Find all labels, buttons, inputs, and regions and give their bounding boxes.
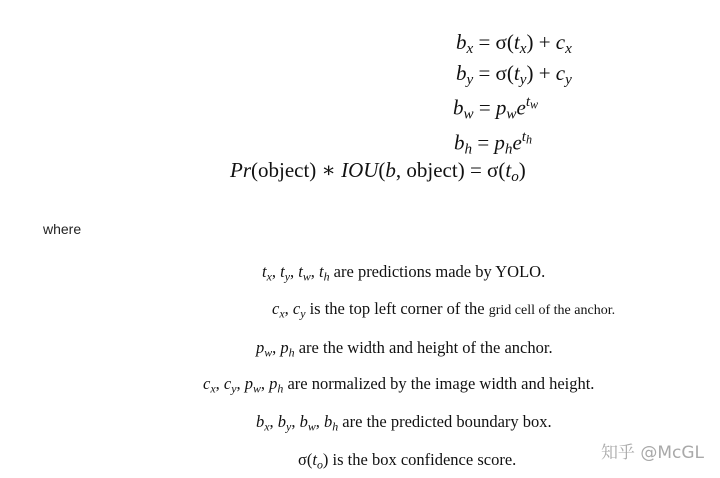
definition-b-text: are the predicted boundary box. <box>338 412 552 431</box>
definition-normalized: $c_x$, $c_y$, $p_w$, $p_h$ are normalized by the image width and height. <box>203 374 595 396</box>
definition-t-text: are predictions made by YOLO. <box>329 262 546 281</box>
definition-normalized-text: are normalized by the image width and height. <box>283 374 595 393</box>
definition-c-text-small: grid cell of the anchor. <box>488 303 616 318</box>
watermark: 知乎 @McGL <box>600 443 704 463</box>
definition-sigma-text: is the box confidence score. <box>328 450 517 469</box>
equation-by: $b_y = \sigma(t_y) + c_y$ <box>456 61 572 89</box>
definition-t: $t_x$, $t_y$, $t_w$, $t_h$ are predictions made by YOLO. <box>262 262 546 284</box>
definition-c: $c_x$, $c_y$ is the top left corner of the grid cell of the anchor. <box>272 299 616 321</box>
definition-b: $b_x$, $b_y$, $b_w$, $b_h$ are the predicted boundary box. <box>256 412 552 434</box>
equation-bw: $b_w = p_we^{t_w}$ <box>453 94 539 123</box>
definition-p-text: are the width and height of the anchor. <box>294 338 553 357</box>
where-label: where <box>43 221 82 237</box>
definition-sigma: $\sigma(t_o)$ is the box confidence score. <box>298 450 517 472</box>
equation-bx: $b_x = \sigma(t_x) + c_x$ <box>456 30 572 58</box>
definition-p: $p_w$, $p_h$ are the width and height of the anchor. <box>256 338 553 360</box>
definition-c-text: is the top left corner of the <box>305 299 489 318</box>
equation-bh: $b_h = p_he^{t_h}$ <box>454 129 533 158</box>
equation-confidence: Pr(object) ∗ IOU(b, object) = $\sigma(t_o)$ <box>230 158 526 186</box>
